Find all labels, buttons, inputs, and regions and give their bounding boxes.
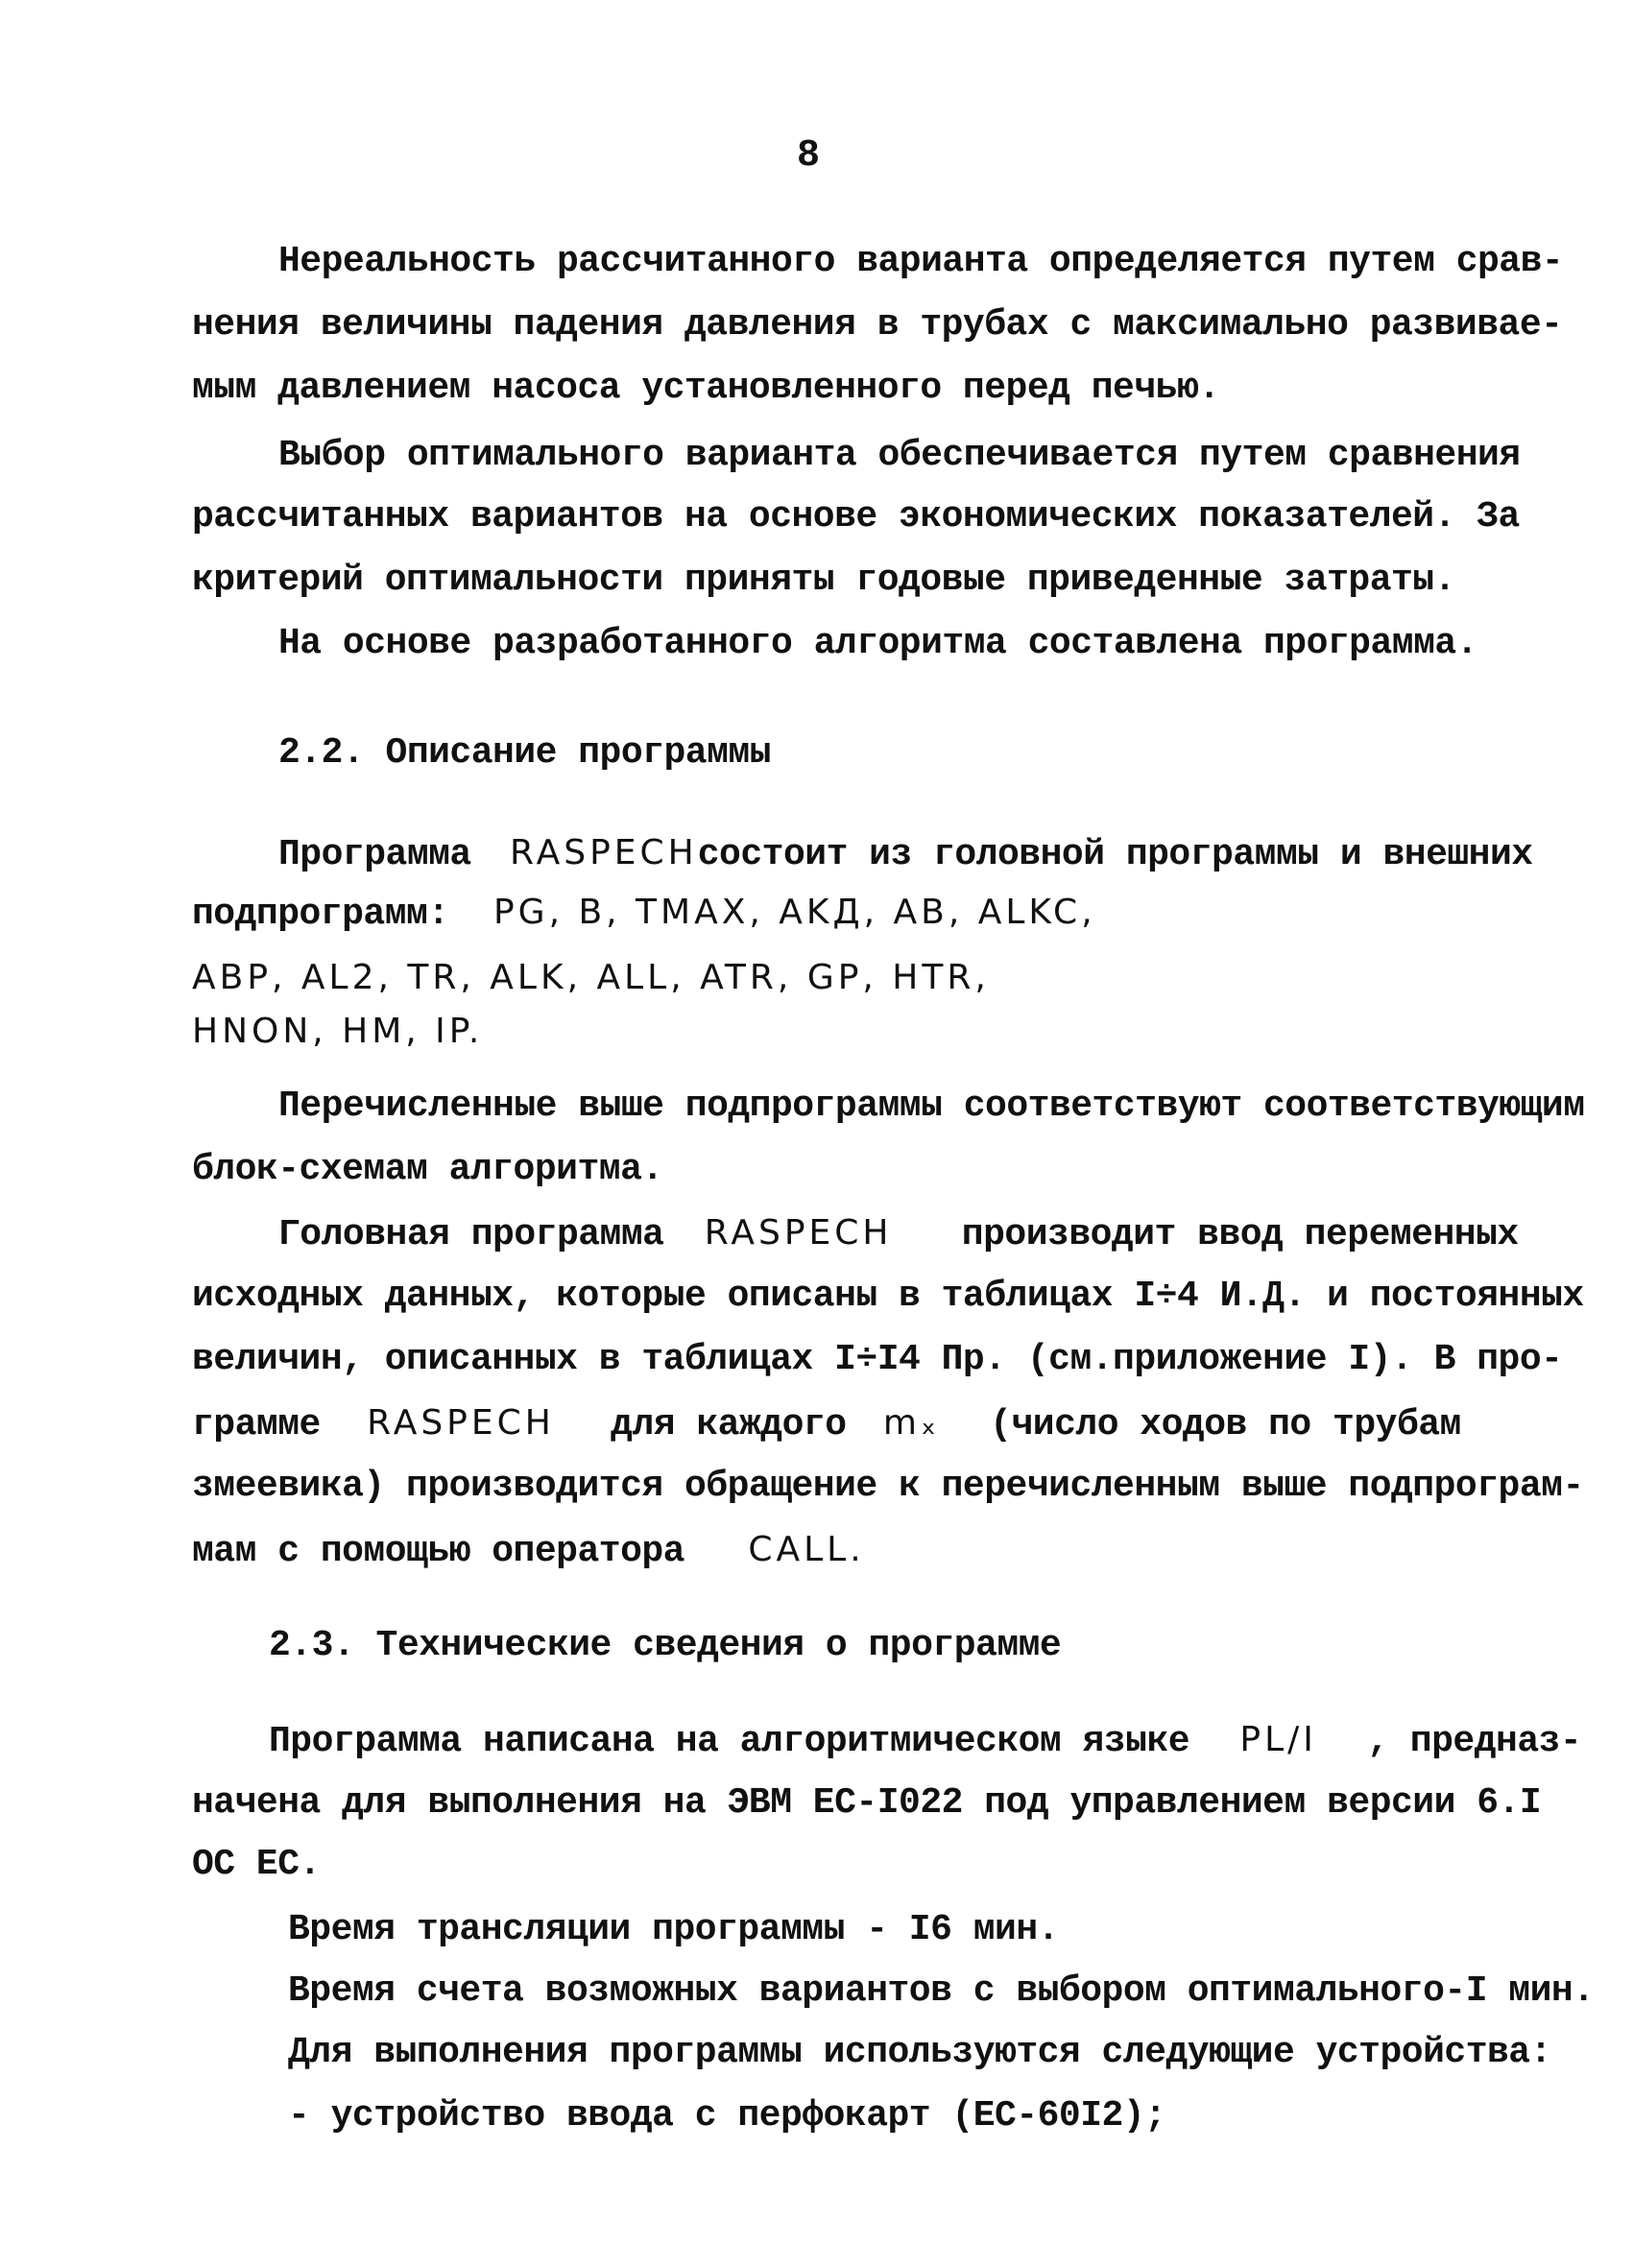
text: Программа написана на алгоритмическом языке <box>269 1721 1190 1762</box>
handwritten-program-name: RASPECH <box>367 1403 555 1443</box>
paragraph-line: мым давлением насоса установленного перед печью. <box>192 368 1220 409</box>
subprogram-list-line <box>192 956 990 1002</box>
handwritten-operator: CALL. <box>748 1530 865 1569</box>
paragraph-line: рассчитанных вариантов на основе экономических показателей. За <box>192 496 1520 537</box>
text: Головная программа <box>278 1214 664 1255</box>
handwritten-program-name: RASPECH <box>704 1213 893 1253</box>
paragraph-line: критерий оптимальности приняты годовые приведенные затраты. <box>192 560 1455 601</box>
handwritten-variable: mₓ <box>882 1403 940 1443</box>
paragraph-line: Для выполнения программы используются следующие устройства: <box>288 2032 1551 2073</box>
paragraph-line: змеевика) производится обращение к перечисленным выше подпрограм- <box>192 1466 1584 1507</box>
text: Программа <box>278 834 471 875</box>
paragraph-line: начена для выполнения на ЭВМ ЕС-I022 под управлением версии 6.I <box>192 1782 1542 1824</box>
paragraph-line <box>192 1401 1461 1447</box>
paragraph-line: величин, описанных в таблицах I÷I4 Пр. (см.приложение I). В про- <box>192 1339 1563 1380</box>
paragraph-line <box>269 1718 1581 1764</box>
text: (число ходов по трубам <box>990 1404 1461 1445</box>
paragraph-line: Время счета возможных вариантов с выбором оптимального-I мин. <box>288 1970 1595 2012</box>
section-heading-2-2: 2.2. Описание программы <box>278 732 771 774</box>
section-heading-2-3: 2.3. Технические сведения о программе <box>269 1625 1062 1666</box>
paragraph-line <box>278 1211 1519 1257</box>
paragraph-line: - устройство ввода с перфокарт (ЕС-60I2); <box>288 2095 1166 2137</box>
paragraph-line: Перечисленные выше подпрограммы соответствуют соответствующим <box>278 1086 1585 1127</box>
paragraph-line: Выбор оптимального варианта обеспечивается путем сравнения <box>278 435 1521 476</box>
handwritten-subprograms: ABP, AL2, TR, ALK, ALL, ATR, GP, HTR, <box>192 958 990 997</box>
text: мам с помощью оператора <box>192 1531 684 1572</box>
text: подпрограмм: <box>192 894 449 935</box>
subprogram-list-line <box>192 891 1096 937</box>
handwritten-subprograms: PG, B, TMAX, AKД, AB, ALKC, <box>492 893 1096 932</box>
page-number: 8 <box>797 134 821 178</box>
program-description-line <box>278 831 1533 877</box>
paragraph-line: Нереальность рассчитанного варианта определяется путем срав- <box>278 241 1564 282</box>
paragraph-line: нения величины падения давления в трубах с максимально развивае- <box>192 304 1563 346</box>
handwritten-program-name: RASPECH <box>510 833 698 872</box>
paragraph-line <box>192 1528 865 1574</box>
paragraph-line: блок-схемам алгоритма. <box>192 1149 663 1190</box>
text: для каждого <box>611 1404 847 1445</box>
paragraph-line: На основе разработанного алгоритма составлена программа. <box>278 623 1478 664</box>
handwritten-language: PL/I <box>1239 1720 1317 1759</box>
paragraph-line: исходных данных, которые описаны в таблицах I÷4 И.Д. и постоянных <box>192 1276 1584 1317</box>
text: грамме <box>192 1404 321 1445</box>
text: производит ввод переменных <box>961 1214 1519 1255</box>
paragraph-line: ОС ЕС. <box>192 1844 321 1885</box>
handwritten-subprograms: HNON, HM, IP. <box>192 1012 484 1051</box>
paragraph-line: Время трансляции программы - I6 мин. <box>288 1909 1059 1950</box>
text: , предназ- <box>1367 1721 1582 1762</box>
subprogram-list-line <box>192 1010 483 1056</box>
text: состоит из головной программы и внешних <box>697 834 1533 875</box>
